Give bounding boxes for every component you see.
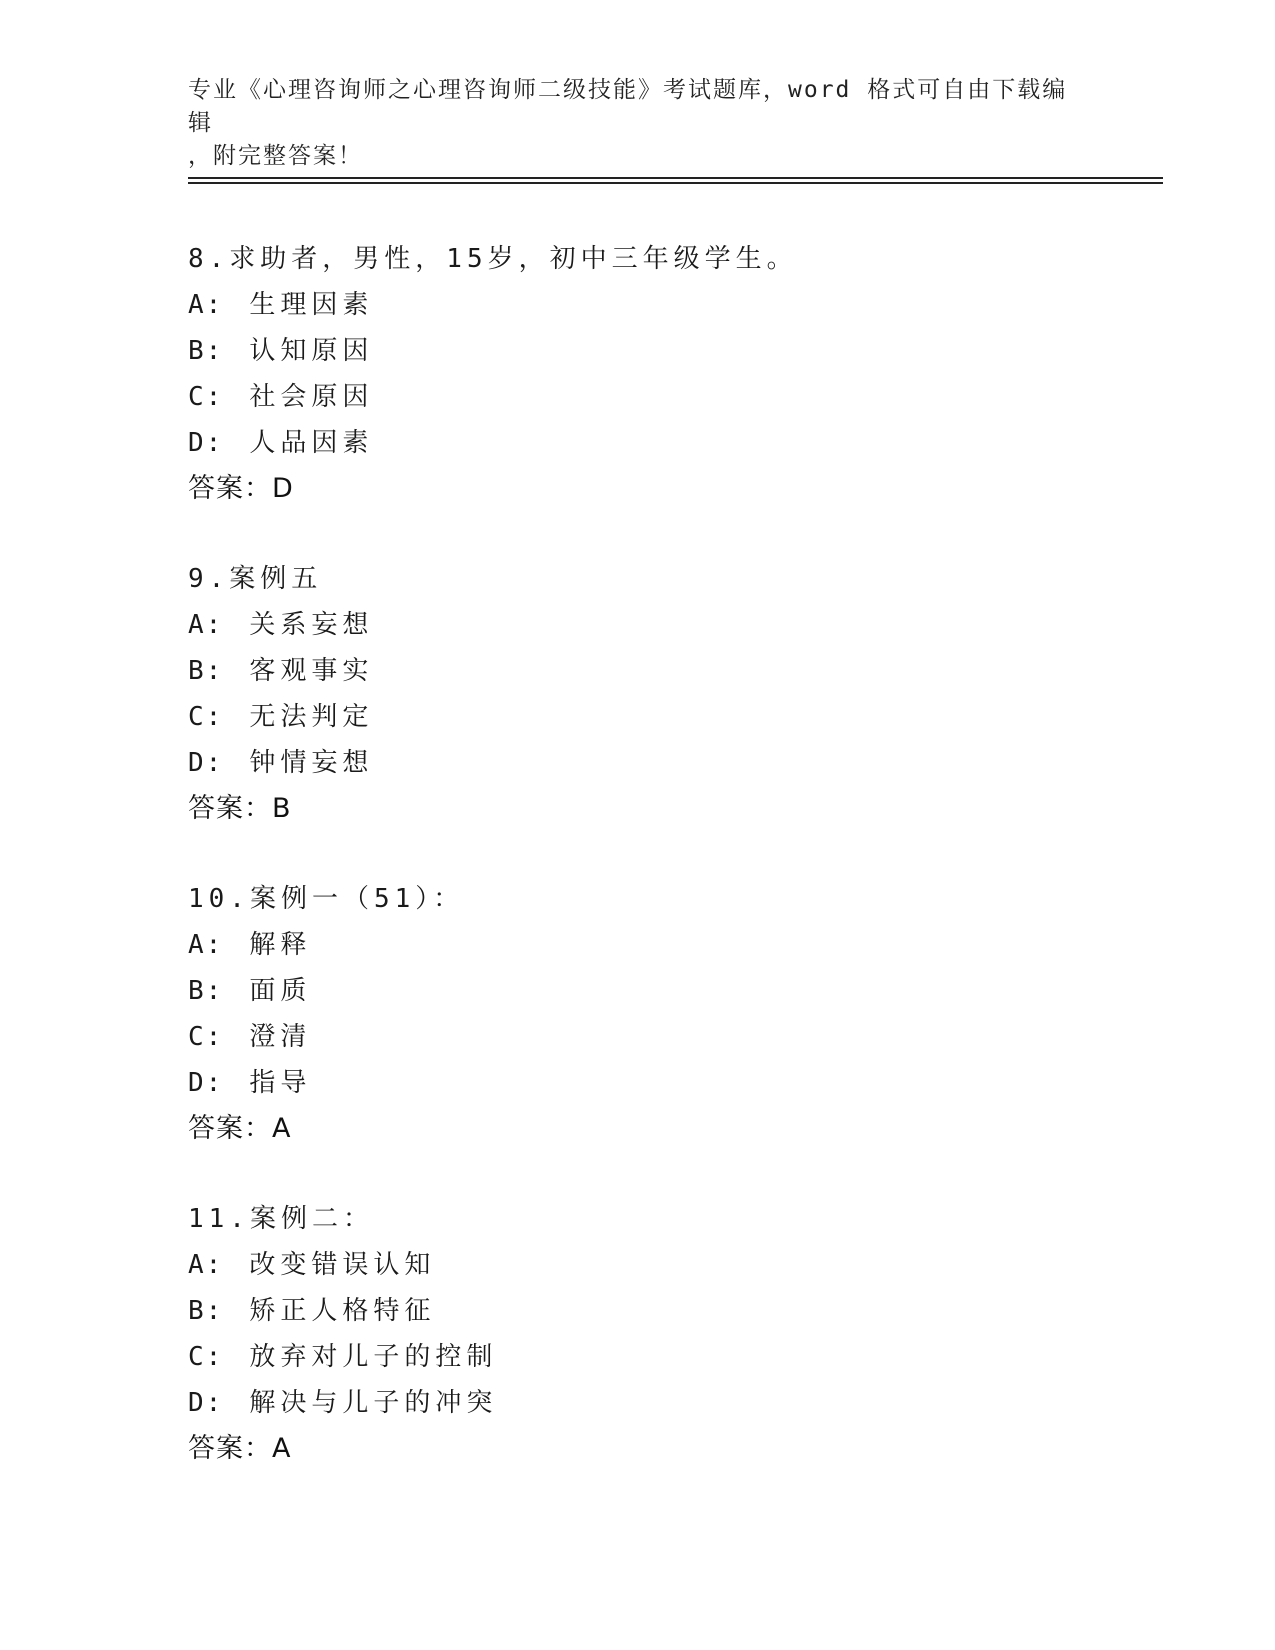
option-letter: D: [188,428,224,458]
answer-value: D [272,473,293,504]
option-text: 放弃对儿子的控制 [249,1342,498,1372]
option-b [188,968,1148,1014]
answer-value: B [272,793,291,824]
header-divider-bottom [188,182,1163,184]
option-c [188,1334,1148,1380]
option-text: 改变错误认知 [249,1250,436,1280]
option-letter: B: [188,976,224,1006]
option-letter: A: [188,930,224,960]
answer-value: A [272,1113,291,1144]
option-d [188,1380,1148,1426]
answer-line [188,1106,1148,1152]
question-stem: 9.案例五 [188,564,323,594]
option-c [188,374,1148,420]
answer-value: A [272,1433,291,1464]
answer-line [188,786,1148,832]
option-text: 面质 [249,976,312,1006]
option-text: 解决与儿子的冲突 [249,1388,498,1418]
option-d [188,740,1148,786]
question-stem: 11.案例二： [188,1204,374,1234]
option-text: 澄清 [249,1022,312,1052]
option-c [188,694,1148,740]
answer-label: 答案： [188,793,272,824]
question-item [188,876,1148,1152]
option-a [188,282,1148,328]
option-d [188,420,1148,466]
option-letter: A: [188,290,224,320]
question-item [188,1196,1148,1472]
answer-line [188,1426,1148,1472]
option-text: 矫正人格特征 [249,1296,436,1326]
option-letter: A: [188,1250,224,1280]
header-line-1: 专业《心理咨询师之心理咨询师二级技能》考试题库，word 格式可自由下载编辑 [188,77,1068,136]
header-divider-top [188,177,1163,179]
answer-line [188,466,1148,512]
answer-label: 答案： [188,1113,272,1144]
header-line-2: ，附完整答案！ [188,143,363,169]
option-b [188,648,1148,694]
document-header [188,74,1088,173]
option-letter: B: [188,656,224,686]
option-text: 社会原因 [249,382,374,412]
option-text: 人品因素 [249,428,374,458]
option-letter: A: [188,610,224,640]
option-text: 解释 [249,930,312,960]
option-text: 指导 [249,1068,312,1098]
answer-label: 答案： [188,473,272,504]
question-list [188,236,1148,1516]
option-text: 钟情妄想 [249,748,374,778]
question-stem: 8.求助者，男性，15岁，初中三年级学生。 [188,244,798,274]
option-a [188,602,1148,648]
option-letter: C: [188,1342,224,1372]
option-letter: C: [188,1022,224,1052]
question-item [188,236,1148,512]
option-text: 无法判定 [249,702,374,732]
option-c [188,1014,1148,1060]
option-letter: B: [188,336,224,366]
option-a [188,1242,1148,1288]
option-a [188,922,1148,968]
option-b [188,1288,1148,1334]
option-letter: D: [188,1068,224,1098]
question-stem: 10.案例一（51）： [188,884,465,914]
option-letter: C: [188,382,224,412]
option-letter: D: [188,748,224,778]
option-letter: C: [188,702,224,732]
option-b [188,328,1148,374]
answer-label: 答案： [188,1433,272,1464]
option-text: 客观事实 [249,656,374,686]
option-d [188,1060,1148,1106]
question-item [188,556,1148,832]
option-text: 关系妄想 [249,610,374,640]
option-letter: D: [188,1388,224,1418]
option-letter: B: [188,1296,224,1326]
option-text: 认知原因 [249,336,374,366]
option-text: 生理因素 [249,290,374,320]
